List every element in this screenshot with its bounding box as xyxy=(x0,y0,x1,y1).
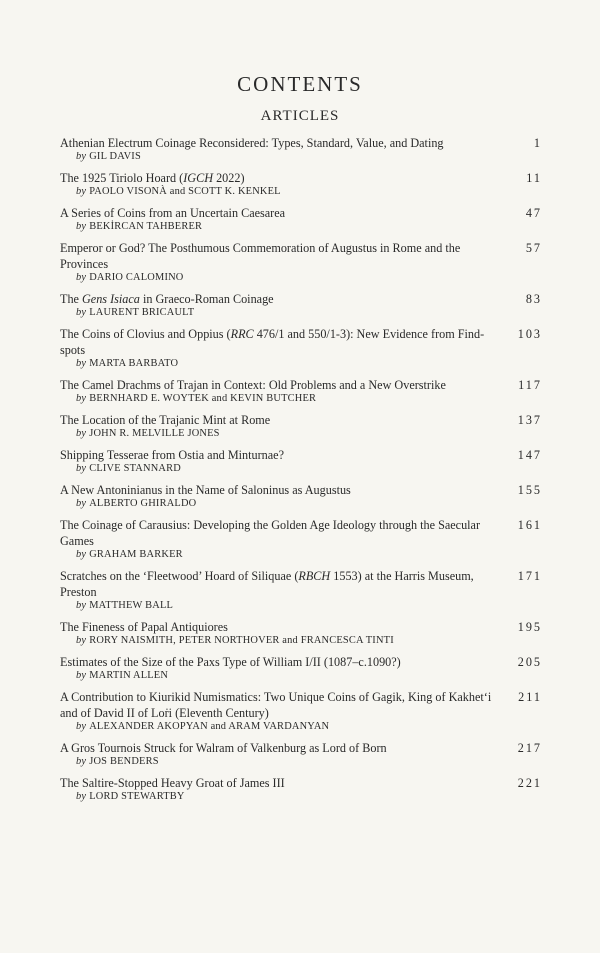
author-names: GIL DAVIS xyxy=(89,151,141,162)
toc-entry xyxy=(60,326,542,370)
page-number: 47 xyxy=(525,206,542,220)
by-label: by xyxy=(76,498,87,509)
article-title: The Saltire-Stopped Heavy Groat of James III xyxy=(60,776,285,790)
article-authors xyxy=(60,498,542,510)
page-number: 195 xyxy=(517,620,542,634)
page-number: 83 xyxy=(525,292,542,306)
by-label: by xyxy=(76,756,87,767)
table-of-contents xyxy=(60,135,542,810)
article-title: The Gens Isiaca in Graeco-Roman Coinage xyxy=(60,292,274,306)
articles-subheading: ARTICLES xyxy=(260,108,340,124)
author-names: LAURENT BRICAULT xyxy=(89,307,195,318)
page-number: 117 xyxy=(518,378,542,392)
article-title: The Coinage of Carausius: Developing the Golden Age Ideology through the Saecular Games xyxy=(60,518,481,548)
page-number: 11 xyxy=(526,171,542,185)
page-number: 137 xyxy=(517,413,542,427)
by-label: by xyxy=(76,791,87,802)
toc-entry xyxy=(60,568,542,612)
page-number: 171 xyxy=(517,569,542,583)
article-title: A Gros Tournois Struck for Walram of Valkenburg as Lord of Born xyxy=(60,741,387,755)
by-label: by xyxy=(76,151,87,162)
toc-entry xyxy=(60,482,542,510)
page-number: 221 xyxy=(517,776,542,790)
author-names: JOS BENDERS xyxy=(89,756,159,767)
page-number: 147 xyxy=(517,448,542,462)
by-label: by xyxy=(76,549,87,560)
page-number: 217 xyxy=(517,741,542,755)
author-names: RORY NAISMITH, PETER NORTHOVER and FRANCESCA TINTI xyxy=(89,635,394,646)
toc-entry xyxy=(60,689,542,733)
article-title: A New Antoninianus in the Name of Saloninus as Augustus xyxy=(60,483,351,497)
by-label: by xyxy=(76,307,87,318)
page-number: 155 xyxy=(517,483,542,497)
author-names: MARTA BARBATO xyxy=(89,358,179,369)
toc-entry xyxy=(60,135,542,163)
toc-entry xyxy=(60,291,542,319)
article-title: A Series of Coins from an Uncertain Caesarea xyxy=(60,206,286,220)
article-authors xyxy=(60,756,542,768)
toc-entry xyxy=(60,619,542,647)
article-authors xyxy=(60,670,542,682)
article-authors xyxy=(60,549,542,561)
by-label: by xyxy=(76,393,87,404)
article-title: The Coins of Clovius and Oppius (RRC 476/1 and 550/1-3): New Evidence from Find-spots xyxy=(60,327,485,357)
article-authors xyxy=(60,600,542,612)
article-authors xyxy=(60,393,542,405)
page-number: 205 xyxy=(517,655,542,669)
toc-entry xyxy=(60,740,542,768)
article-title: Shipping Tesserae from Ostia and Minturnae? xyxy=(60,448,284,462)
author-names: MATTHEW BALL xyxy=(89,600,174,611)
author-names: BEKİRCAN TAHBERER xyxy=(89,221,203,232)
by-label: by xyxy=(76,428,87,439)
article-authors xyxy=(60,635,542,647)
by-label: by xyxy=(76,186,87,197)
article-title: The 1925 Tiriolo Hoard (IGCH 2022) xyxy=(60,171,245,185)
page-number: 103 xyxy=(517,327,542,341)
toc-entry xyxy=(60,447,542,475)
by-label: by xyxy=(76,272,87,283)
article-authors xyxy=(60,721,542,733)
toc-entry xyxy=(60,775,542,803)
article-authors xyxy=(60,307,542,319)
article-title: Athenian Electrum Coinage Reconsidered: Types, Standard, Value, and Dating xyxy=(60,136,444,150)
author-names: MARTIN ALLEN xyxy=(89,670,169,681)
toc-entry xyxy=(60,517,542,561)
page-number: 57 xyxy=(525,241,542,255)
article-title: The Fineness of Papal Antiquiores xyxy=(60,620,228,634)
author-names: ALBERTO GHIRALDO xyxy=(89,498,197,509)
toc-entry xyxy=(60,240,542,284)
by-label: by xyxy=(76,670,87,681)
article-authors xyxy=(60,791,542,803)
article-authors xyxy=(60,358,542,370)
article-title: The Location of the Trajanic Mint at Rome xyxy=(60,413,271,427)
article-authors xyxy=(60,463,542,475)
by-label: by xyxy=(76,221,87,232)
author-names: JOHN R. MELVILLE JONES xyxy=(89,428,220,439)
article-title: A Contribution to Kiurikid Numismatics: Two Unique Coins of Gagik, King of Kakhet‘i and of David II of Loṙi (Eleventh Century) xyxy=(60,690,492,720)
contents-heading: CONTENTS xyxy=(237,72,363,96)
author-names: PAOLO VISONÀ and SCOTT K. KENKEL xyxy=(89,186,281,197)
article-title: Emperor or God? The Posthumous Commemoration of Augustus in Rome and the Provinces xyxy=(60,241,461,271)
toc-entry xyxy=(60,205,542,233)
toc-entry xyxy=(60,170,542,198)
author-names: LORD STEWARTBY xyxy=(89,791,185,802)
by-label: by xyxy=(76,463,87,474)
article-authors xyxy=(60,186,542,198)
author-names: ALEXANDER AKOPYAN and ARAM VARDANYAN xyxy=(89,721,330,732)
article-authors xyxy=(60,428,542,440)
article-title: The Camel Drachms of Trajan in Context: Old Problems and a New Overstrike xyxy=(60,378,446,392)
author-names: CLIVE STANNARD xyxy=(89,463,181,474)
article-authors xyxy=(60,151,542,163)
by-label: by xyxy=(76,600,87,611)
article-authors xyxy=(60,221,542,233)
article-authors xyxy=(60,272,542,284)
page-number: 161 xyxy=(517,518,542,532)
author-names: BERNHARD E. WOYTEK and KEVIN BUTCHER xyxy=(89,393,317,404)
by-label: by xyxy=(76,721,87,732)
toc-entry xyxy=(60,654,542,682)
article-title: Scratches on the ‘Fleetwood’ Hoard of Siliquae (RBCH 1553) at the Harris Museum, Preston xyxy=(60,569,474,599)
by-label: by xyxy=(76,358,87,369)
author-names: DARIO CALOMINO xyxy=(89,272,184,283)
toc-entry xyxy=(60,412,542,440)
page-number: 211 xyxy=(518,690,542,704)
author-names: GRAHAM BARKER xyxy=(89,549,183,560)
page-number: 1 xyxy=(533,136,542,150)
article-title: Estimates of the Size of the Paxs Type of William I/II (1087–c.1090?) xyxy=(60,655,401,669)
toc-entry xyxy=(60,377,542,405)
by-label: by xyxy=(76,635,87,646)
